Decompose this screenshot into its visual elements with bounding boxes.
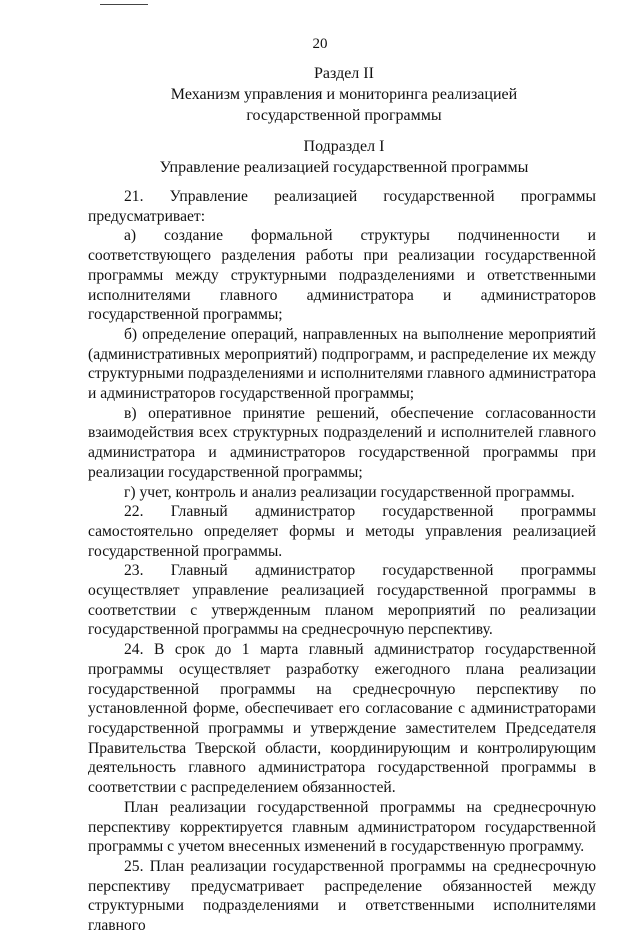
paragraph: б) определение операций, направленных на выполнение мероприятий (административных мероприятий) подпрограмм, и распределение их между структурными подразделениями и исполнителями главного администратора и администраторов государственной программы; bbox=[88, 325, 596, 403]
section-title-line2: государственной программы bbox=[246, 107, 442, 124]
paragraph: 23. Главный администратор государственной программы осуществляет управление реализацией государственной программы в соответствии с утвержденным планом мероприятий по реализации государственной программы на среднесрочную перспективу. bbox=[88, 562, 596, 639]
section-label: Раздел II bbox=[314, 65, 374, 82]
paragraph: в) оперативное принятие решений, обеспечение согласованности взаимодействия всех структурных подразделений и исполнителей главного администратора и администраторов государственной программы при реализации государственной программы; bbox=[88, 404, 596, 481]
paragraph: 24. В срок до 1 марта главный администратор государственной программы осуществляет разработку ежегодного плана реализации государственной программы на среднесрочную перспективу по установленной форме, обеспечивает его согласование с администраторами государственной программы и утверждение заместителем Председателя Правительства Тверской области, координирующим и контролирующим деятельность главного администратора государственной программы в соответствии с распределением обязанностей. bbox=[88, 641, 596, 797]
paragraph: а) создание формальной структуры подчиненности и соответствующего разделения работы при реализации государственной программы между структурными подразделениями и ответственными исполнителями главного администратора и администраторов государственной программы; bbox=[88, 227, 596, 324]
paragraph: г) учет, контроль и анализ реализации государственной программы. bbox=[124, 483, 575, 501]
section-title-line1: Механизм управления и мониторинга реализацией bbox=[170, 86, 518, 103]
paragraph: 25. План реализации государственной программы на среднесрочную перспективу предусматривает распределение обязанностей между структурными подразделениями и ответственными исполнителями главного bbox=[88, 857, 596, 935]
subsection-title: Управление реализацией государственной программы bbox=[159, 159, 529, 176]
body-text bbox=[88, 187, 596, 936]
paragraph: 22. Главный администратор государственной программы самостоятельно определяет формы и методы управления реализацией государственной программы. bbox=[88, 503, 596, 560]
paragraph: 21. Управление реализацией государственной программы предусматривает: bbox=[88, 188, 596, 225]
subsection-label: Подраздел I bbox=[303, 138, 385, 155]
header-rule bbox=[100, 4, 148, 5]
paragraph: План реализации государственной программы на среднесрочную перспективу корректируется главным администратором государственной программы с учетом внесенных изменений в государственную программу. bbox=[88, 798, 596, 856]
page-number: 20 bbox=[312, 36, 328, 52]
